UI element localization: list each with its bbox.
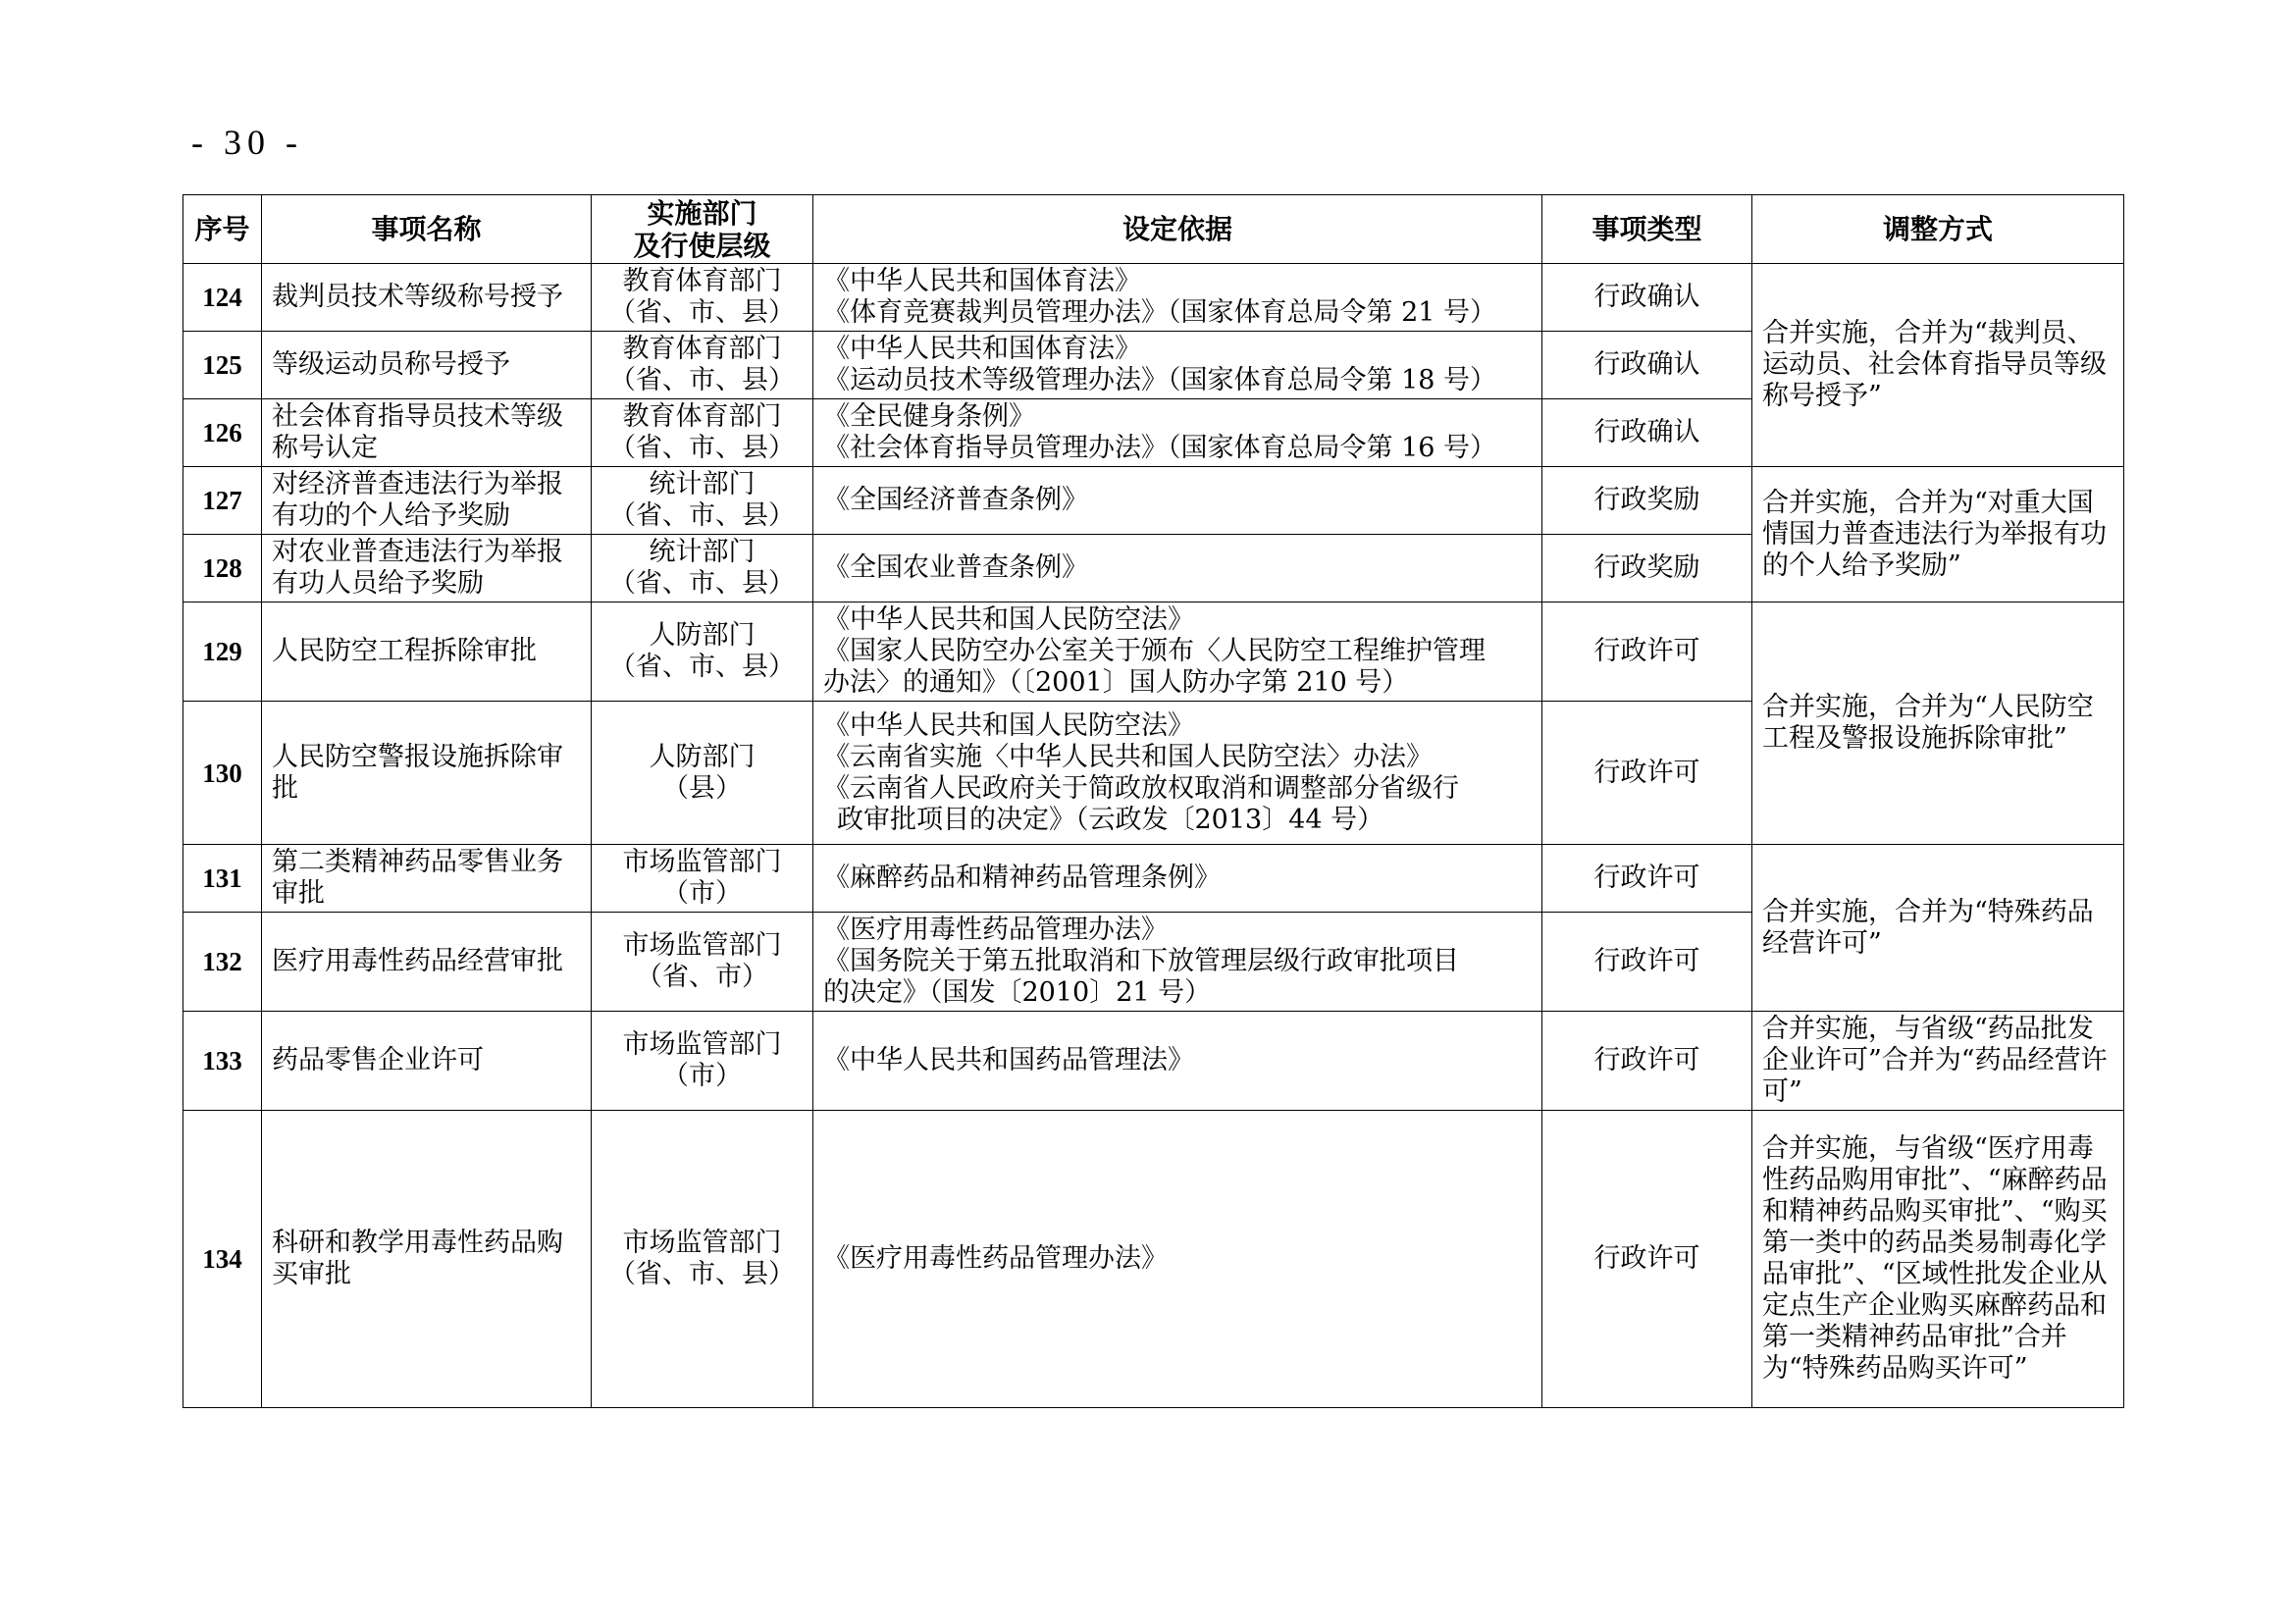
table-row [183, 264, 2124, 332]
row-name: 科研和教学用毒性药品购买审批 [262, 1111, 592, 1408]
dept-level: （市） [662, 878, 742, 909]
basis-line: 《社会体育指导员管理办法》（国家体育总局令第 16 号） [823, 433, 1497, 463]
row-name: 人民防空工程拆除审批 [262, 602, 592, 702]
row-basis [813, 399, 1542, 467]
dept-name: 统计部门 [649, 537, 756, 567]
dept-name: 统计部门 [649, 469, 756, 499]
row-index: 133 [183, 1012, 262, 1111]
row-index: 125 [183, 332, 262, 399]
dept-name: 市场监管部门 [622, 847, 782, 877]
row-adjustment: 合并实施，合并为“裁判员、运动员、社会体育指导员等级称号授予” [1752, 264, 2124, 467]
basis-line: 《体育竞赛裁判员管理办法》（国家体育总局令第 21 号） [823, 297, 1497, 328]
row-basis [813, 602, 1542, 702]
page-number: - 30 - [191, 123, 303, 162]
header-type: 事项类型 [1542, 195, 1752, 264]
basis-line: 《云南省人民政府关于简政放权取消和调整部分省级行 [823, 772, 1459, 804]
row-basis [813, 264, 1542, 332]
basis-line: 《全国农业普查条例》 [823, 552, 1088, 583]
row-name: 对经济普查违法行为举报有功的个人给予奖励 [262, 467, 592, 535]
row-basis [813, 913, 1542, 1012]
row-adjustment: 合并实施，合并为“特殊药品经营许可” [1752, 845, 2124, 1012]
dept-level: （省、市、县） [609, 652, 795, 682]
dept-level: （省、市） [636, 962, 768, 992]
row-adjustment: 合并实施，与省级“医疗用毒性药品购用审批”、“麻醉药品和精神药品购买审批”、“购买第一类中的药品类易制毒化学品审批”、“区域性批发企业从定点生产企业购买麻醉药品和第一类精神药品审批”合并为“特殊药品购买许可” [1752, 1111, 2124, 1408]
row-dept [592, 702, 813, 845]
table-row [183, 602, 2124, 702]
row-name: 第二类精神药品零售业务审批 [262, 845, 592, 913]
dept-level: （县） [662, 772, 742, 804]
basis-line: 《全民健身条例》 [823, 401, 1035, 432]
basis-line: 《全国经济普查条例》 [823, 485, 1088, 515]
dept-name: 教育体育部门 [622, 266, 782, 296]
row-type: 行政奖励 [1542, 535, 1752, 602]
row-basis [813, 535, 1542, 602]
dept-name: 人防部门 [649, 620, 756, 651]
row-dept [592, 467, 813, 535]
row-type: 行政许可 [1542, 702, 1752, 845]
table-row [183, 467, 2124, 535]
header-dept [592, 195, 813, 264]
header-basis: 设定依据 [813, 195, 1542, 264]
row-basis [813, 845, 1542, 913]
row-index: 124 [183, 264, 262, 332]
basis-line: 《医疗用毒性药品管理办法》 [823, 1243, 1168, 1274]
dept-level: （市） [662, 1061, 742, 1091]
basis-line: 《中华人民共和国体育法》 [823, 266, 1141, 296]
basis-line: 办法〉的通知》（〔2001〕国人防办字第 210 号） [823, 667, 1409, 698]
row-index: 132 [183, 913, 262, 1012]
row-name: 社会体育指导员技术等级称号认定 [262, 399, 592, 467]
row-index: 128 [183, 535, 262, 602]
row-index: 130 [183, 702, 262, 845]
dept-level: （省、市、县） [609, 365, 795, 395]
row-index: 126 [183, 399, 262, 467]
row-dept [592, 602, 813, 702]
row-dept [592, 913, 813, 1012]
row-name: 等级运动员称号授予 [262, 332, 592, 399]
basis-line: 政审批项目的决定》（云政发〔2013〕44 号） [837, 804, 1384, 835]
row-type: 行政许可 [1542, 1012, 1752, 1111]
header-adjust: 调整方式 [1752, 195, 2124, 264]
dept-name: 市场监管部门 [622, 1228, 782, 1258]
basis-line: 《中华人民共和国人民防空法》 [823, 604, 1194, 635]
row-index: 127 [183, 467, 262, 535]
basis-line: 《国务院关于第五批取消和下放管理层级行政审批项目 [823, 946, 1459, 976]
dept-name: 人防部门 [649, 741, 756, 772]
basis-line: 《国家人民防空办公室关于颁布〈人民防空工程维护管理 [823, 636, 1486, 666]
row-type: 行政确认 [1542, 332, 1752, 399]
basis-line: 《云南省实施〈中华人民共和国人民防空法〉办法》 [823, 741, 1433, 772]
basis-line: 《运动员技术等级管理办法》（国家体育总局令第 18 号） [823, 365, 1497, 395]
basis-line: 《中华人民共和国体育法》 [823, 334, 1141, 364]
row-basis [813, 1111, 1542, 1408]
dept-level: （省、市、县） [609, 1259, 795, 1289]
row-name: 裁判员技术等级称号授予 [262, 264, 592, 332]
row-dept [592, 845, 813, 913]
items-table [183, 194, 2124, 1408]
basis-line: 《麻醉药品和精神药品管理条例》 [823, 863, 1221, 893]
dept-name: 教育体育部门 [622, 334, 782, 364]
row-index: 131 [183, 845, 262, 913]
header-dept-line2: 及行使层级 [633, 229, 771, 262]
row-adjustment: 合并实施，合并为“对重大国情国力普查违法行为举报有功的个人给予奖励” [1752, 467, 2124, 602]
row-basis [813, 702, 1542, 845]
row-dept [592, 264, 813, 332]
row-type: 行政确认 [1542, 264, 1752, 332]
row-dept [592, 535, 813, 602]
header-name: 事项名称 [262, 195, 592, 264]
row-dept [592, 332, 813, 399]
table-row [183, 1012, 2124, 1111]
row-dept [592, 399, 813, 467]
header-dept-line1: 实施部门 [647, 196, 757, 230]
basis-line: 《中华人民共和国药品管理法》 [823, 1045, 1194, 1075]
table-row [183, 1111, 2124, 1408]
row-type: 行政确认 [1542, 399, 1752, 467]
row-adjustment: 合并实施，合并为“人民防空工程及警报设施拆除审批” [1752, 602, 2124, 845]
row-adjustment: 合并实施，与省级“药品批发企业许可”合并为“药品经营许可” [1752, 1012, 2124, 1111]
row-type: 行政许可 [1542, 913, 1752, 1012]
dept-name: 市场监管部门 [622, 930, 782, 961]
row-basis [813, 1012, 1542, 1111]
row-dept [592, 1111, 813, 1408]
dept-name: 教育体育部门 [622, 401, 782, 432]
row-name: 对农业普查违法行为举报有功人员给予奖励 [262, 535, 592, 602]
dept-level: （省、市、县） [609, 433, 795, 463]
basis-line: 《医疗用毒性药品管理办法》 [823, 915, 1168, 945]
basis-line: 《中华人民共和国人民防空法》 [823, 709, 1194, 741]
row-index: 129 [183, 602, 262, 702]
row-basis [813, 332, 1542, 399]
row-name: 人民防空警报设施拆除审批 [262, 702, 592, 845]
row-name: 药品零售企业许可 [262, 1012, 592, 1111]
dept-level: （省、市、县） [609, 568, 795, 599]
row-dept [592, 1012, 813, 1111]
dept-level: （省、市、县） [609, 297, 795, 328]
row-type: 行政许可 [1542, 1111, 1752, 1408]
row-name: 医疗用毒性药品经营审批 [262, 913, 592, 1012]
row-type: 行政许可 [1542, 602, 1752, 702]
header-index: 序号 [183, 195, 262, 264]
row-type: 行政许可 [1542, 845, 1752, 913]
table-row [183, 845, 2124, 913]
header-row [183, 195, 2124, 264]
basis-line: 的决定》（国发〔2010〕21 号） [823, 977, 1212, 1008]
row-index: 134 [183, 1111, 262, 1408]
row-basis [813, 467, 1542, 535]
dept-name: 市场监管部门 [622, 1029, 782, 1060]
row-type: 行政奖励 [1542, 467, 1752, 535]
dept-level: （省、市、县） [609, 500, 795, 531]
